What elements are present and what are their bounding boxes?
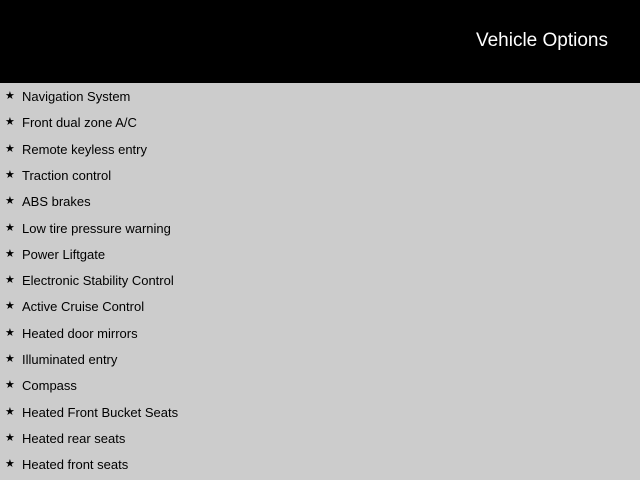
list-item	[0, 246, 400, 264]
star-icon: ★	[5, 90, 15, 102]
list-item	[0, 404, 400, 422]
option-label: Heated rear seats	[22, 431, 126, 446]
list-item	[0, 456, 400, 474]
star-icon: ★	[5, 143, 15, 155]
option-label: Remote keyless entry	[22, 142, 147, 157]
star-icon: ★	[5, 432, 15, 444]
option-label: Electronic Stability Control	[22, 273, 174, 288]
star-icon: ★	[5, 458, 15, 470]
option-label: Heated door mirrors	[22, 326, 138, 341]
star-icon: ★	[5, 353, 15, 365]
star-icon: ★	[5, 169, 15, 181]
list-item	[0, 167, 400, 185]
list-item	[0, 430, 400, 448]
option-label: Heated Front Bucket Seats	[22, 405, 179, 420]
header-bar	[0, 0, 640, 83]
list-item	[0, 298, 400, 316]
star-icon: ★	[5, 222, 15, 234]
list-item	[0, 88, 400, 106]
list-item	[0, 351, 400, 369]
option-label: Navigation System	[22, 89, 131, 104]
option-label: Compass	[22, 378, 77, 393]
option-label: Illuminated entry	[22, 352, 118, 367]
star-icon: ★	[5, 406, 15, 418]
star-icon: ★	[5, 248, 15, 260]
list-item	[0, 193, 400, 211]
option-label: ABS brakes	[22, 194, 91, 209]
star-icon: ★	[5, 327, 15, 339]
option-label: Power Liftgate	[22, 247, 106, 262]
list-item	[0, 141, 400, 159]
star-icon: ★	[5, 300, 15, 312]
vehicle-options-list	[0, 83, 640, 480]
list-item	[0, 325, 400, 343]
star-icon: ★	[5, 379, 15, 391]
list-item	[0, 220, 400, 238]
list-item	[0, 377, 400, 395]
option-label: Heated front seats	[22, 457, 129, 472]
option-label: Traction control	[22, 168, 112, 183]
star-icon: ★	[5, 195, 15, 207]
list-item	[0, 272, 400, 290]
page-title: Vehicle Options	[475, 30, 608, 51]
star-icon: ★	[5, 116, 15, 128]
star-icon: ★	[5, 274, 15, 286]
option-label: Low tire pressure warning	[22, 221, 171, 236]
option-label: Active Cruise Control	[22, 299, 145, 314]
list-item	[0, 114, 400, 132]
option-label: Front dual zone A/C	[22, 115, 137, 130]
